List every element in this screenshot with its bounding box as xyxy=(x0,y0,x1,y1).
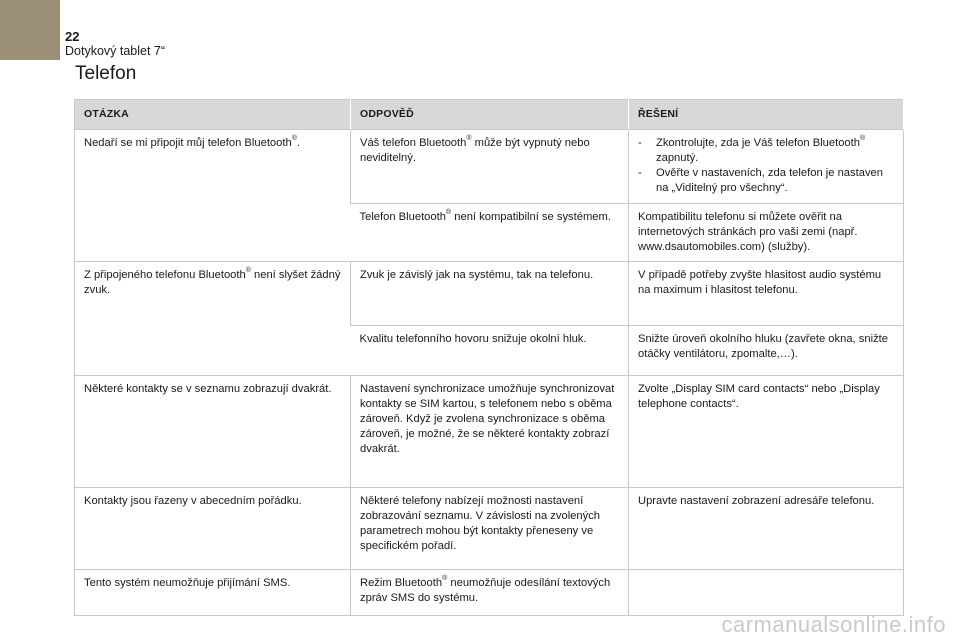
answer-cell: Nastavení synchronizace umožňuje synchronizovat kontakty se SIM kartou, s telefonem nebo s oběma zároveň. Když je zvolena synchronizace s oběma zároveň, je možné, že se některé kontakty zobrazí dvakrát. xyxy=(351,376,629,488)
question-cell: Tento systém neumožňuje přijímání SMS. xyxy=(75,570,351,616)
solution-cell: V případě potřeby zvyšte hlasitost audio systému na maximum i hlasitost telefonu. xyxy=(629,262,904,326)
solution-cell xyxy=(629,130,904,204)
question-cell: Z připojeného telefonu Bluetooth® není slyšet žádný zvuk. xyxy=(75,262,351,376)
answer-cell: Telefon Bluetooth® není kompatibilní se systémem. xyxy=(351,204,629,262)
solution-cell: Upravte nastavení zobrazení adresáře telefonu. xyxy=(629,488,904,570)
faq-table xyxy=(74,99,904,616)
solution-bullet: - Ověřte v nastaveních, zda telefon je nastaven na „Viditelný pro všechny“. xyxy=(638,167,883,194)
solution-cell xyxy=(629,570,904,616)
section-name: Dotykový tablet 7“ xyxy=(65,44,166,58)
page-number: 22 xyxy=(65,29,80,44)
question-cell: Nedaří se mi připojit můj telefon Bluetooth®. xyxy=(75,130,351,262)
table-row xyxy=(75,570,904,616)
table-row xyxy=(75,130,904,204)
answer-cell: Zvuk je závislý jak na systému, tak na telefonu. xyxy=(351,262,629,326)
answer-cell: Některé telefony nabízejí možnosti nastavení zobrazování seznamu. V závislosti na zvolených parametrech mohou být kontakty přeneseny ve specifickém pořadí. xyxy=(351,488,629,570)
solution-cell: Snižte úroveň okolního hluku (zavřete okna, snižte otáčky ventilátoru, zpomalte,…). xyxy=(629,326,904,376)
table-row xyxy=(75,262,904,326)
table-row xyxy=(75,488,904,570)
table-row xyxy=(75,376,904,488)
question-cell: Některé kontakty se v seznamu zobrazují dvakrát. xyxy=(75,376,351,488)
question-cell: Kontakty jsou řazeny v abecedním pořádku. xyxy=(75,488,351,570)
table-header-row xyxy=(75,100,904,130)
watermark: carmanualsonline.info xyxy=(721,612,946,637)
column-header-question: OTÁZKA xyxy=(75,100,351,130)
solution-cell: Kompatibilitu telefonu si můžete ověřit na internetových stránkách pro vaši zemi (např. www.dsautomobiles.com) (služby). xyxy=(629,204,904,262)
column-header-solution: ŘEŠENÍ xyxy=(629,100,904,130)
column-header-answer: ODPOVĚĎ xyxy=(351,100,629,130)
solution-bullet: - Zkontrolujte, zda je Váš telefon Bluetooth® zapnutý. xyxy=(638,135,866,164)
page-title: Telefon xyxy=(75,63,137,84)
page-tab xyxy=(0,0,60,60)
answer-cell: Režim Bluetooth® neumožňuje odesílání textových zpráv SMS do systému. xyxy=(351,570,629,616)
solution-cell: Zvolte „Display SIM card contacts“ nebo „Display telephone contacts“. xyxy=(629,376,904,488)
answer-cell: Kvalitu telefonního hovoru snižuje okolní hluk. xyxy=(351,326,629,376)
answer-cell: Váš telefon Bluetooth® může být vypnutý nebo neviditelný. xyxy=(351,130,629,204)
